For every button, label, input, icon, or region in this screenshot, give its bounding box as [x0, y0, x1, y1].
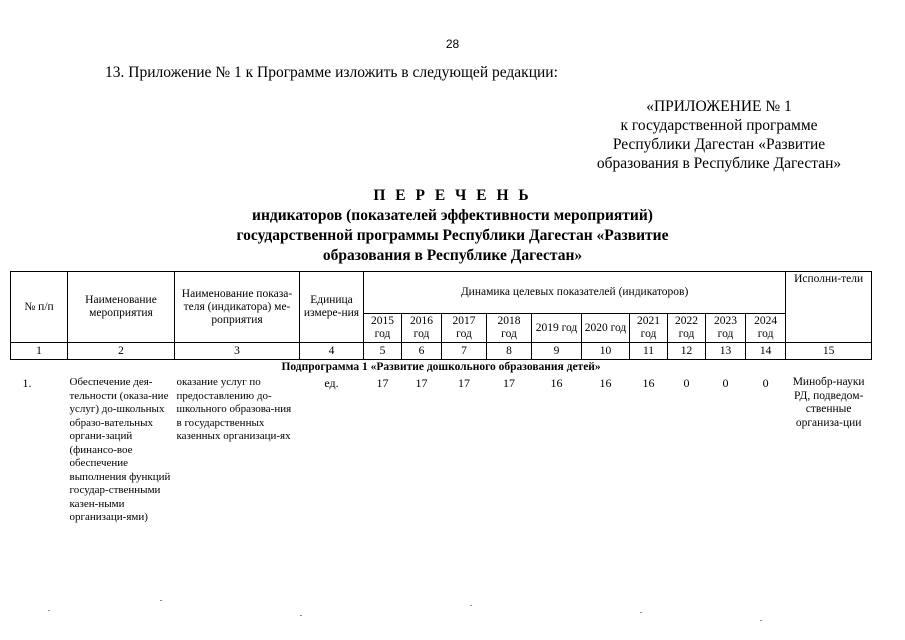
column-number: 10: [582, 343, 630, 360]
column-number: 11: [630, 343, 668, 360]
year-header: 2023 год: [706, 314, 746, 343]
intro-paragraph: 13. Приложение № 1 к Программе изложить в следующей редакции:: [105, 64, 558, 81]
column-number: 6: [402, 343, 442, 360]
year-header: 2024 год: [746, 314, 786, 343]
row-value-2021: 16: [642, 376, 655, 390]
appendix-line-3: Республики Дагестан «Развитие: [612, 136, 826, 153]
year-header: 2016 год: [402, 314, 442, 343]
appendix-line-4: образования в Республике Дагестан»: [596, 155, 842, 172]
scan-speck: [760, 620, 762, 621]
column-number: 9: [532, 343, 582, 360]
title-line-4: образования в Республике Дагестан»: [322, 247, 583, 264]
column-number: 8: [487, 343, 532, 360]
appendix-heading: [589, 97, 849, 173]
column-number: 15: [786, 343, 872, 360]
header-indicator: Наименование показа-теля (индикатора) ме-роприятия: [175, 272, 300, 343]
year-header: 2020 год: [582, 314, 630, 343]
page-number: 28: [445, 37, 460, 51]
column-number: 5: [364, 343, 402, 360]
row-name: Обеспечение дея-тельности (оказа-ние услуг) до-школьных образо-вательных органи-заций (финансо-вое обеспечение выполнения функций государ-ственными казен-ными организаци-ями): [69, 376, 171, 523]
row-value-2016: 17: [415, 376, 428, 390]
scan-speck: [48, 610, 50, 611]
appendix-line-1: «ПРИЛОЖЕНИЕ № 1: [646, 98, 792, 115]
row-value-2023: 0: [722, 376, 729, 390]
year-header: 2022 год: [668, 314, 706, 343]
year-header: 2018 год: [487, 314, 532, 343]
column-number: 7: [442, 343, 487, 360]
row-unit: ед.: [324, 376, 339, 390]
row-num: 1.: [22, 376, 32, 390]
column-number: 3: [175, 343, 300, 360]
year-header: 2021 год: [630, 314, 668, 343]
column-number: 2: [68, 343, 175, 360]
scan-speck: [470, 605, 472, 606]
header-unit: Единица измере-ния: [300, 272, 364, 343]
header-name: Наименование мероприятия: [68, 272, 175, 343]
year-header: 2015 год: [364, 314, 402, 343]
year-header: 2019 год: [532, 314, 582, 343]
title-line-2: индикаторов (показателей эффективности мероприятий): [252, 207, 653, 224]
appendix-line-2: к государственной программе: [620, 117, 818, 134]
header-num: № п/п: [11, 272, 68, 343]
row-value-2019: 16: [550, 376, 563, 390]
title-line-1: П Е Р Е Ч Е Н Ь: [373, 187, 532, 204]
column-number: 1: [11, 343, 68, 360]
document-title: [0, 186, 905, 266]
row-executors: Минобр-науки РД, подведом-ственные организа-ции: [792, 376, 865, 429]
title-line-3: государственной программы Республики Дагестан «Развитие: [236, 227, 669, 244]
scan-speck: [300, 615, 302, 616]
row-value-2015: 17: [376, 376, 389, 390]
column-number: 4: [300, 343, 364, 360]
column-number: 13: [706, 343, 746, 360]
header-executors: Исполни-тели: [786, 272, 872, 343]
table-row: [11, 375, 872, 526]
row-value-2022: 0: [683, 376, 690, 390]
scan-speck: [640, 612, 642, 613]
year-header: 2017 год: [442, 314, 487, 343]
indicators-table: [10, 271, 872, 526]
header-dynamics: Динамика целевых показателей (индикаторов): [364, 272, 786, 314]
column-number: 12: [668, 343, 706, 360]
subprogram-heading: Подпрограмма 1 «Развитие дошкольного образования детей»: [11, 360, 872, 376]
row-indicator: оказание услуг по предоставлению до-школьного образова-ния в государственных казенных организаци-ях: [176, 376, 292, 442]
row-value-2020: 16: [599, 376, 612, 390]
scan-speck: [160, 600, 162, 601]
row-value-2018: 17: [503, 376, 515, 390]
row-value-2017: 17: [458, 376, 470, 390]
column-number: 14: [746, 343, 786, 360]
row-value-2024: 0: [762, 376, 769, 390]
